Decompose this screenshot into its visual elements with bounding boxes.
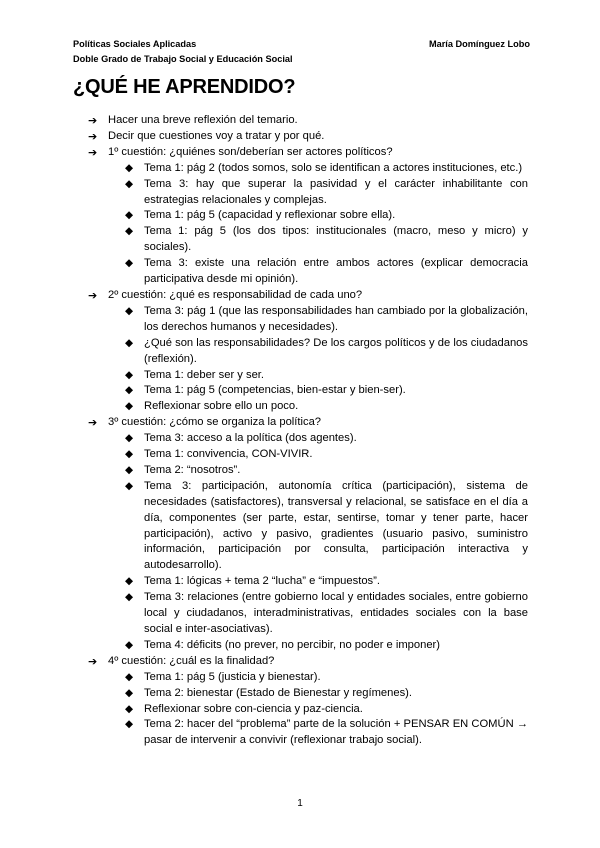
diamond-icon: ◆ [125,400,134,413]
outline [88,113,528,749]
sub-item-text: Tema 2: “nosotros”. [144,463,241,476]
sub-item [88,590,528,638]
sub-list [88,431,528,654]
sub-item [88,702,528,718]
diamond-icon: ◆ [125,209,134,222]
outline-item [88,654,528,749]
arrow-right-icon: ➔ [88,654,98,668]
arrow-right-icon: ➔ [88,145,98,159]
course-name: Políticas Sociales Aplicadas [73,39,197,49]
arrow-right-icon: ➔ [88,129,98,143]
degree-name: Doble Grado de Trabajo Social y Educación Social [73,54,293,64]
outline-list [88,113,528,749]
sub-item [88,670,528,686]
diamond-icon: ◆ [125,177,134,190]
page-title: ¿QUÉ HE APRENDIDO? [73,76,296,98]
sub-item [88,447,528,463]
sub-item [88,208,528,224]
outline-item [88,113,528,129]
author-name: María Domínguez Lobo [428,39,530,49]
diamond-icon: ◆ [125,591,134,604]
sub-item [88,161,528,177]
sub-item-text: Tema 3: pág 1 (que las responsabilidades han cambiado por la globalización, los derechos humanos y necesidades). [144,304,528,333]
diamond-icon: ◆ [125,225,134,238]
sub-item [88,431,528,447]
sub-item-text: Tema 3: existe una relación entre ambos actores (explicar democracia participativa desde mi opinión). [144,257,528,286]
outline-item-text: 3º cuestión: ¿cómo se organiza la política? [108,416,322,429]
sub-item-text: Tema 1: pág 5 (los dos tipos: institucionales (macro, meso y micro) y sociales). [144,225,528,254]
sub-item [88,399,528,415]
sub-item-text: Tema 3: hay que superar la pasividad y el carácter inhabilitante con estrategias relacionales y complejas. [144,177,528,206]
arrow-right-icon: ➔ [88,288,98,302]
diamond-icon: ◆ [125,448,134,461]
diamond-icon: ◆ [125,479,134,492]
sub-item-text: Tema 3: relaciones (entre gobierno local y entidades sociales, entre gobierno local y ciudadanos, interadministrativas, entidades sociales con la base social e inter-asociativas). [144,591,528,635]
sub-list [88,670,528,750]
sub-item [88,717,528,749]
sub-item [88,638,528,654]
outline-item [88,415,528,654]
sub-item-text: Tema 1: convivencia, CON-VIVIR. [144,448,313,461]
sub-item-text: Tema 1: pág 2 (todos somos, solo se identifican a actores instituciones, etc.) [144,161,523,174]
sub-item [88,256,528,288]
sub-item [88,574,528,590]
sub-item-text: Tema 3: acceso a la política (dos agentes). [144,432,357,445]
sub-item-text: ¿Qué son las responsabilidades? De los cargos políticos y de los ciudadanos (reflexión). [144,336,528,365]
page-header [73,37,530,67]
outline-item-text: 1º cuestión: ¿quiénes son/deberían ser actores políticos? [108,145,393,158]
sub-item [88,463,528,479]
diamond-icon: ◆ [125,304,134,317]
diamond-icon: ◆ [125,638,134,651]
sub-item-text: Tema 3: participación, autonomía crítica (participación), sistema de necesidades (satisfactores), transversal y relacional, se satisface en el día a día, componentes (ser parte, estar, sentirse, tomar y tener parte, hacer participación), activo y pasivo, gradientes (usuario pasivo, suministro información, participación por consulta, participación interactiva y autodesarrollo). [144,479,528,572]
outline-item-text: Hacer una breve reflexión del temario. [108,114,298,126]
sub-item [88,368,528,384]
diamond-icon: ◆ [125,463,134,476]
diamond-icon: ◆ [125,336,134,349]
sub-item [88,479,528,574]
outline-item-text: 2º cuestión: ¿qué es responsabilidad de cada uno? [108,288,363,301]
diamond-icon: ◆ [125,686,134,699]
diamond-icon: ◆ [125,257,134,270]
page-number: 1 [297,798,303,809]
sub-item-text: Tema 2: hacer del “problema” parte de la solución + PENSAR EN COMÚN → pasar de intervenir a convivir (reflexionar trabajo social). [144,718,528,747]
sub-item-text: Tema 1: deber ser y ser. [144,368,265,381]
sub-item [88,177,528,209]
outline-item [88,145,528,288]
diamond-icon: ◆ [125,670,134,683]
diamond-icon: ◆ [125,384,134,397]
sub-item-text: Tema 1: lógicas + tema 2 “lucha” e “impuestos”. [144,575,380,588]
sub-list [88,304,528,415]
sub-item-text: Reflexionar sobre ello un poco. [144,400,299,413]
outline-item [88,288,528,415]
outline-item-text: Decir que cuestiones voy a tratar y por qué. [108,129,325,142]
sub-item-text: Tema 1: pág 5 (competencias, bien-estar y bien-ser). [144,384,406,397]
sub-item-text: Tema 4: déficits (no prever, no percibir, no poder e imponer) [144,638,440,651]
sub-list [88,161,528,288]
diamond-icon: ◆ [125,368,134,381]
sub-item [88,224,528,256]
sub-item [88,686,528,702]
diamond-icon: ◆ [125,575,134,588]
arrow-right-icon: ➔ [88,114,98,127]
sub-item-text: Tema 2: bienestar (Estado de Bienestar y regímenes). [144,686,413,699]
diamond-icon: ◆ [125,161,134,174]
diamond-icon: ◆ [125,718,134,731]
outline-item [88,129,528,145]
outline-item-text: 4º cuestión: ¿cuál es la finalidad? [108,654,275,667]
diamond-icon: ◆ [125,702,134,715]
sub-item [88,336,528,368]
sub-item-text: Tema 1: pág 5 (capacidad y reflexionar sobre ella). [144,209,396,222]
sub-item-text: Reflexionar sobre con-ciencia y paz-ciencia. [144,702,363,715]
sub-item-text: Tema 1: pág 5 (justicia y bienestar). [144,670,321,683]
diamond-icon: ◆ [125,432,134,445]
arrow-right-icon: ➔ [88,416,98,430]
sub-item [88,304,528,336]
sub-item [88,383,528,399]
